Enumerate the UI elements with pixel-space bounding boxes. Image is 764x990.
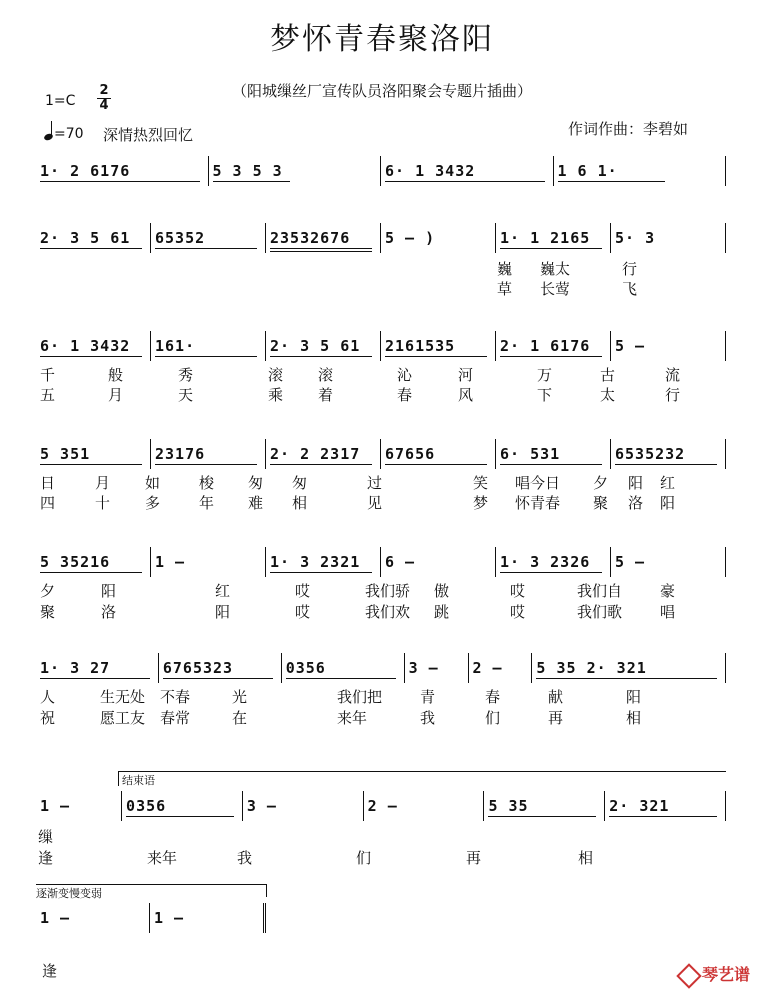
- lyric: 滚: [268, 366, 284, 384]
- lyric: 多: [145, 494, 161, 512]
- lyric: 月: [95, 474, 111, 492]
- lyric: 红: [215, 582, 231, 600]
- measure: 0356: [121, 791, 242, 821]
- lyric: 如: [145, 474, 161, 492]
- lyric: 我们骄: [365, 582, 411, 600]
- lyric: 过: [367, 474, 383, 492]
- lyric: 聚: [593, 494, 609, 512]
- staff-row-6: [36, 652, 726, 684]
- meter-top: 2: [99, 83, 109, 98]
- measure: 1· 1 2165: [495, 223, 610, 253]
- lyric: 天: [178, 386, 194, 404]
- lyric: 匆: [292, 474, 308, 492]
- lyric: 我: [420, 709, 436, 727]
- lyric: 阳: [215, 603, 231, 621]
- lyric: 古: [600, 366, 616, 384]
- fade-label: 逐渐变慢变弱: [36, 887, 102, 900]
- lyric: 风: [458, 386, 474, 404]
- measure: 6· 531: [495, 439, 610, 469]
- lyric: 太: [600, 386, 616, 404]
- measure: 1 –: [150, 547, 265, 577]
- lyric: 流: [665, 366, 681, 384]
- lyric: 青: [420, 688, 436, 706]
- staff-row-8: [36, 902, 266, 934]
- measure: 2· 321: [604, 791, 726, 821]
- lyric: 秀: [178, 366, 194, 384]
- lyric: 年: [199, 494, 215, 512]
- measure: 23532676: [265, 223, 380, 253]
- staff-row-4: [36, 438, 726, 470]
- quarter-note-icon: [43, 133, 54, 142]
- measure: 1· 2 6176: [36, 156, 208, 186]
- lyric: 草: [497, 280, 513, 298]
- measure: 5 – ): [380, 223, 495, 253]
- lyric: 我们欢: [365, 603, 411, 621]
- measure: 1· 3 2326: [495, 547, 610, 577]
- lyric: 巍: [497, 260, 513, 278]
- lyric: 唱今日: [515, 474, 561, 492]
- lyric: 行: [622, 260, 638, 278]
- lyric: 豪: [660, 582, 676, 600]
- measure: 5 –: [610, 547, 726, 577]
- lyric: 们: [485, 709, 501, 727]
- measure: 3 –: [404, 653, 468, 683]
- note-stem-icon: [51, 121, 52, 135]
- lyric: 洛: [628, 494, 644, 512]
- lyric: 唱: [660, 603, 676, 621]
- lyric: 傲: [434, 582, 450, 600]
- measure: 1· 3 27: [36, 653, 158, 683]
- measure: 1 –: [40, 909, 71, 927]
- key-signature: 1=C: [45, 93, 76, 109]
- lyric: 光: [232, 688, 248, 706]
- measure: 2 –: [468, 653, 532, 683]
- lyric: 笑: [473, 474, 489, 492]
- lyric: 哎: [510, 582, 526, 600]
- lyric: 阳: [660, 494, 676, 512]
- lyric: 见: [367, 494, 383, 512]
- lyric: 沁: [397, 366, 413, 384]
- lyric: 怀青春: [515, 494, 561, 512]
- lyric: 来年: [337, 709, 368, 727]
- lyric: 相: [578, 849, 594, 867]
- lyric: 万: [537, 366, 553, 384]
- lyric: 梦: [473, 494, 489, 512]
- measure: 67656: [380, 439, 495, 469]
- lyric: 祝: [40, 709, 56, 727]
- lyric: 着: [318, 386, 334, 404]
- lyric: 人: [40, 688, 56, 706]
- lyric: 逢: [42, 962, 58, 980]
- lyric: 河: [458, 366, 474, 384]
- lyric: 夕: [593, 474, 609, 492]
- lyric: 千: [40, 366, 56, 384]
- measure: 6· 1 3432: [380, 156, 553, 186]
- measure: 5 35: [483, 791, 604, 821]
- lyric: 们: [356, 849, 372, 867]
- lyric: 献: [548, 688, 564, 706]
- lyric: 相: [626, 709, 642, 727]
- lyric: 般: [108, 366, 124, 384]
- lyric: 滚: [318, 366, 334, 384]
- measure: 65352: [150, 223, 265, 253]
- measure: 6 –: [380, 547, 495, 577]
- lyric: 再: [548, 709, 564, 727]
- measure: 2· 3 5 61: [265, 331, 380, 361]
- expression-mark: 深情热烈回忆: [103, 126, 194, 144]
- lyric: 阳: [626, 688, 642, 706]
- lyric: 行: [665, 386, 681, 404]
- lyric: 生无处: [100, 688, 146, 706]
- song-title: 梦怀青春聚洛阳: [270, 22, 494, 57]
- measure: 1 –: [149, 903, 266, 933]
- lyric: 我: [237, 849, 253, 867]
- meter-bottom: 4: [97, 98, 111, 113]
- lyric: 下: [537, 386, 553, 404]
- lyric: 缫: [38, 828, 54, 846]
- lyric: 四: [40, 494, 56, 512]
- lyric: 十: [95, 494, 111, 512]
- lyric: 洛: [101, 603, 117, 621]
- measure: 2161535: [380, 331, 495, 361]
- measure: 5· 3: [610, 223, 726, 253]
- lyric: 月: [108, 386, 124, 404]
- tempo-value: =70: [54, 126, 84, 142]
- composer-credit: 作词作曲：李碧如: [568, 120, 689, 138]
- lyric: 巍太: [540, 260, 571, 278]
- lyric: 春常: [160, 709, 191, 727]
- measure: 5 –: [610, 331, 726, 361]
- lyric: 乘: [268, 386, 284, 404]
- lyric: 难: [248, 494, 264, 512]
- lyric: 我们自: [577, 582, 623, 600]
- measure: 6· 1 3432: [36, 331, 150, 361]
- tempo-mark: [44, 124, 84, 142]
- lyric: 春: [397, 386, 413, 404]
- lyric: 日: [40, 474, 56, 492]
- measure: 1· 3 2321: [265, 547, 380, 577]
- lyric: 红: [660, 474, 676, 492]
- staff-row-1: [36, 155, 726, 187]
- lyric: 来年: [147, 849, 178, 867]
- ending-label: 结束语: [122, 774, 155, 787]
- measure: 2· 1 6176: [495, 331, 610, 361]
- measure: 23176: [150, 439, 265, 469]
- measure: 3 –: [242, 791, 363, 821]
- measure: 5 35 2· 321: [531, 653, 726, 683]
- measure: 5 3 5 3: [208, 156, 381, 186]
- measure: 6535232: [610, 439, 726, 469]
- measure: 2· 2 2317: [265, 439, 380, 469]
- lyric: 跳: [434, 603, 450, 621]
- measure: 5 351: [36, 439, 150, 469]
- lyric: 五: [40, 386, 56, 404]
- measure: 2· 3 5 61: [36, 223, 150, 253]
- lyric: 愿工友: [100, 709, 146, 727]
- staff-row-5: [36, 546, 726, 578]
- ending-bracket: [118, 771, 726, 786]
- lyric: 再: [466, 849, 482, 867]
- lyric: 我们歌: [577, 603, 623, 621]
- time-signature: [97, 84, 111, 113]
- logo-text: 琴艺谱: [702, 965, 751, 984]
- lyric: 匆: [248, 474, 264, 492]
- measure: 6765323: [158, 653, 281, 683]
- lyric: 哎: [510, 603, 526, 621]
- lyric: 不春: [160, 688, 191, 706]
- lyric: 聚: [40, 603, 56, 621]
- staff-row-3: [36, 330, 726, 362]
- lyric: 夕: [40, 582, 56, 600]
- lyric: 梭: [199, 474, 215, 492]
- staff-row-2: [36, 222, 726, 254]
- measure: 0356: [281, 653, 404, 683]
- lyric: 哎: [295, 582, 311, 600]
- lyric: 我们把: [337, 688, 383, 706]
- lyric: 在: [232, 709, 248, 727]
- site-logo: [680, 962, 750, 985]
- logo-icon: [676, 963, 701, 988]
- measure: 5 35216: [36, 547, 150, 577]
- measure: 1 –: [40, 797, 71, 815]
- lyric: 飞: [622, 280, 638, 298]
- lyric: 长莺: [540, 280, 571, 298]
- lyric: 阳: [628, 474, 644, 492]
- measure: 2 –: [363, 791, 484, 821]
- song-subtitle: （阳城缫丝厂宣传队员洛阳聚会专题片插曲）: [231, 82, 532, 100]
- measure: 161·: [150, 331, 265, 361]
- lyric: 哎: [295, 603, 311, 621]
- measure: 1 6 1·: [553, 156, 727, 186]
- lyric: 相: [292, 494, 308, 512]
- tempo-instruction: [36, 884, 267, 900]
- staff-row-7: [36, 790, 726, 822]
- lyric: 逢: [38, 849, 54, 867]
- lyric: 阳: [101, 582, 117, 600]
- lyric: 春: [485, 688, 501, 706]
